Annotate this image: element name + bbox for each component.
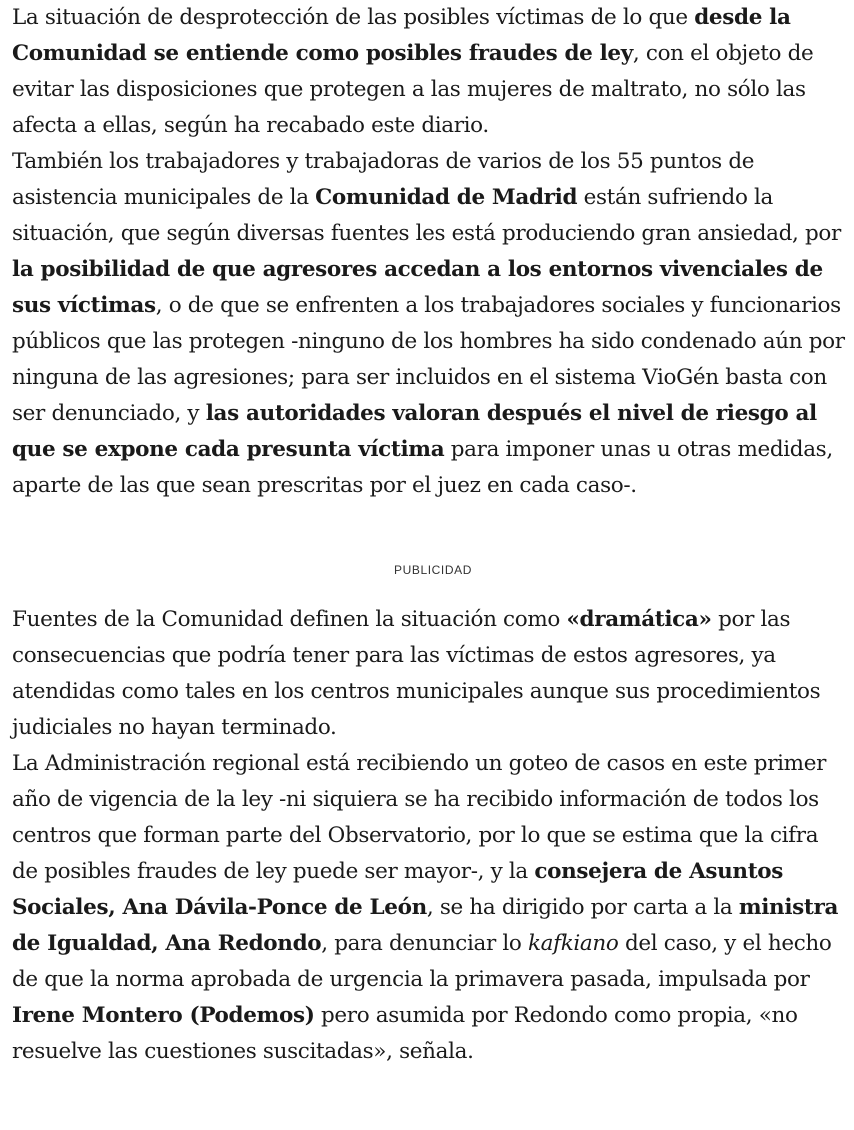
bold-text: las autoridades valoran después el nivel de riesgo al que se expone cada presunta víctima xyxy=(12,401,817,462)
bold-text: desde la Comunidad se entiende como posibles fraudes de ley xyxy=(12,5,791,66)
text-run: , se ha dirigido por carta a la xyxy=(426,895,739,920)
paragraph-2 xyxy=(12,144,848,504)
text-run: pero asumida por Redondo como propia, «no resuelve las cuestiones suscitadas», señala. xyxy=(12,1003,798,1064)
paragraph-4 xyxy=(12,746,848,1070)
advertising-label: PUBLICIDAD xyxy=(393,563,473,577)
bold-text: ministra de Igualdad, Ana Redondo xyxy=(12,895,839,956)
text-run: La Administración regional está recibiendo un goteo de casos en este primer año de vigencia de la ley -ni siquiera se ha recibido información de todos los centros que forman parte del Observatorio, por lo que se estima que la cifra de posibles fraudes de ley puede ser mayor-, y la xyxy=(12,751,827,884)
bold-text: Comunidad de Madrid xyxy=(315,185,578,210)
bold-text: Irene Montero (Podemos) xyxy=(12,1003,315,1028)
text-run: , o de que se enfrenten a los trabajadores sociales y funcionarios públicos que las protegen -ninguno de los hombres ha sido condenado aún por ninguna de las agresiones; para ser incluidos en el sistema VioGén basta con ser denunciado, y xyxy=(12,293,845,426)
bold-text: la posibilidad de que agresores accedan a los entornos vivenciales de sus víctimas xyxy=(12,257,823,318)
italic-text: kafkiano xyxy=(527,931,619,956)
paragraph-1 xyxy=(12,0,848,144)
text-run: Fuentes de la Comunidad definen la situación como xyxy=(12,607,567,632)
paragraph-3 xyxy=(12,602,848,746)
text-run: También los trabajadores y trabajadoras de varios de los 55 puntos de asistencia municipales de la xyxy=(12,149,755,210)
text-run: La situación de desprotección de las posibles víctimas de lo que xyxy=(12,5,695,30)
text-run: para imponer unas u otras medidas, aparte de las que sean prescritas por el juez en cada caso-. xyxy=(12,437,833,498)
bold-text: «dramática» xyxy=(566,607,712,632)
bold-text: consejera de Asuntos Sociales, Ana Dávila-Ponce de León xyxy=(12,859,784,920)
text-run: están sufriendo la situación, que según diversas fuentes les está produciendo gran ansiedad, por xyxy=(12,185,841,246)
text-run: del caso, y el hecho de que la norma aprobada de urgencia la primavera pasada, impulsada por xyxy=(12,931,832,992)
text-run: por las consecuencias que podría tener para las víctimas de estos agresores, ya atendidas como tales en los centros municipales aunque sus procedimientos judiciales no hayan terminado. xyxy=(12,607,821,740)
text-run: , con el objeto de evitar las disposiciones que protegen a las mujeres de maltrato, no sólo las afecta a ellas, según ha recabado este diario. xyxy=(12,41,814,138)
text-run: , para denunciar lo xyxy=(321,931,528,956)
